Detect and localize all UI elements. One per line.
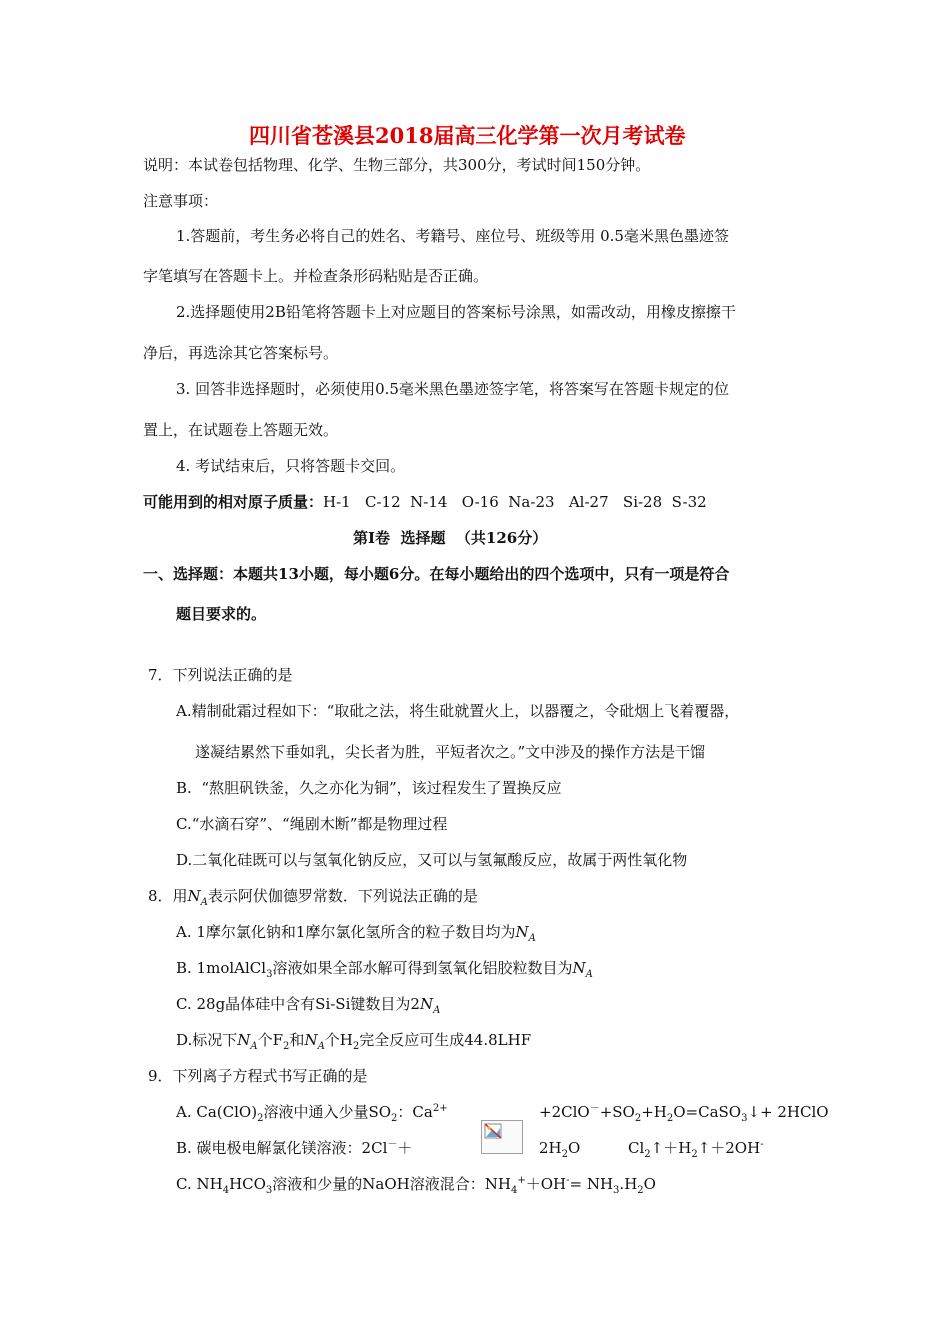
notice-4: 4. 考试结束后，只将答题卡交回。: [176, 457, 406, 475]
q9-option-b-left: B. 碳电极电解氯化镁溶液：2Cl－＋: [176, 1139, 413, 1157]
q9-stem: 9．下列离子方程式书写正确的是: [148, 1067, 368, 1085]
na-symbol: $N_A$: [304, 1031, 325, 1052]
q9-option-a-right: $+2ClO^-+SO_2+H_2O=CaSO_3↓+$ 2HClO: [539, 1103, 829, 1124]
na-symbol: $N_A$: [419, 995, 441, 1016]
q8-option-b-text: B. 1molAlCl: [176, 959, 267, 977]
q7-option-c: C.“水滴石穿”、“绳剧木断”都是物理过程: [176, 815, 448, 833]
q8-option-d-text: D.标况下: [176, 1031, 238, 1049]
q8-option-d: D.标况下$N_A$个$F_2$和$N_A$个$H_2$完全反应可生成44.8LHF: [176, 1031, 532, 1052]
notice-2-line-2: 净后，再选涂其它答案标号。: [143, 344, 339, 362]
q8-stem-pre: 8．用: [148, 887, 188, 905]
q7-option-a-line-2: 遂凝结累然下垂如乳，尖长者为胜，平短者次之。”文中涉及的操作方法是干馏: [195, 743, 706, 761]
notice-heading: 注意事项：: [143, 192, 219, 210]
notice-3-line-1: 3. 回答非选择题时，必须使用0.5毫米黑色墨迹签字笔，将答案写在答题卡规定的位: [176, 380, 729, 398]
q7-option-d: D.二氧化硅既可以与氢氧化钠反应，又可以与氢氟酸反应，故属于两性氧化物: [176, 851, 688, 869]
q7-stem: 7．下列说法正确的是: [148, 666, 293, 684]
q8-option-a: [176, 922, 536, 942]
na-symbol: $N_A$: [187, 887, 208, 908]
atomic-mass-line: [143, 492, 707, 512]
na-symbol: $N_A$: [572, 959, 593, 980]
broken-image-icon: [481, 1120, 523, 1154]
q9-option-b-right: $Cl_2↑+H_2↑+2OH^-$: [628, 1139, 764, 1160]
q8-option-c-text: C. 28g晶体硅中含有Si-Si键数目为2: [176, 995, 420, 1013]
na-symbol: $N_A$: [237, 1031, 258, 1052]
atomic-mass-label: 可能用到的相对原子质量：: [143, 493, 324, 511]
notice-1-line-2: 字笔填写在答题卡上。并检查条形码粘贴是否正确。: [143, 267, 489, 285]
notice-3-line-2: 置上，在试题卷上答题无效。: [143, 421, 339, 439]
part-one-line-2: 题目要求的。: [176, 605, 267, 623]
na-symbol: $N_A$: [515, 923, 536, 944]
q7-option-a-line-1: A.精制砒霜过程如下：“取砒之法，将生砒就置火上，以器覆之，令砒烟上飞着覆器，: [176, 702, 740, 720]
intro-text: 说明：本试卷包括物理、化学、生物三部分，共300分，考试时间150分钟。: [143, 156, 651, 174]
notice-1-line-1: 1.答题前，考生务必将自己的姓名、考籍号、座位号、班级等用 0.5毫米黑色墨迹签: [176, 227, 729, 245]
page-title: 四川省苍溪县2018届高三化学第一次月考试卷: [249, 123, 686, 148]
atomic-mass-values: H-1 C-12 N-14 O-16 Na-23 Al-27 Si-28 S-32: [323, 493, 707, 511]
q8-option-a-text: A. 1摩尔氯化钠和1摩尔氯化氢所含的粒子数目均为: [176, 923, 516, 941]
q8-stem-post: 表示阿伏伽德罗常数．下列说法正确的是: [207, 887, 478, 905]
q9-option-a-left: A. $Ca(ClO)_2$溶液中通入少量$SO_2$：$Ca^{2+}$: [176, 1103, 448, 1124]
q9-option-c: C. $NH_4HCO_3$溶液和少量的NaOH溶液混合：$NH_4^++OH^-= NH_3.H_2O$: [176, 1175, 656, 1196]
part-one-line-1: 一、选择题：本题共13小题，每小题6分。在每小题给出的四个选项中，只有一项是符合: [143, 565, 730, 583]
q8-stem: [148, 886, 478, 906]
q9-option-b-mid: $2H_2O$: [539, 1139, 581, 1160]
notice-2-line-1: 2.选择题使用2B铅笔将答题卡上对应题目的答案标号涂黑，如需改动，用橡皮擦擦干: [176, 303, 736, 321]
section-title: 第Ⅰ卷 选择题 （共126分）: [353, 529, 548, 547]
q8-option-b: B. 1molAlCl$_3$溶液如果全部水解可得到氢氧化铝胶粒数目为$N_A$: [176, 959, 593, 980]
q7-option-b: B. “熬胆矾铁釜，久之亦化为铜”，该过程发生了置换反应: [176, 779, 562, 797]
q8-option-c: [176, 994, 440, 1014]
broken-image-graphic: [483, 1122, 521, 1152]
